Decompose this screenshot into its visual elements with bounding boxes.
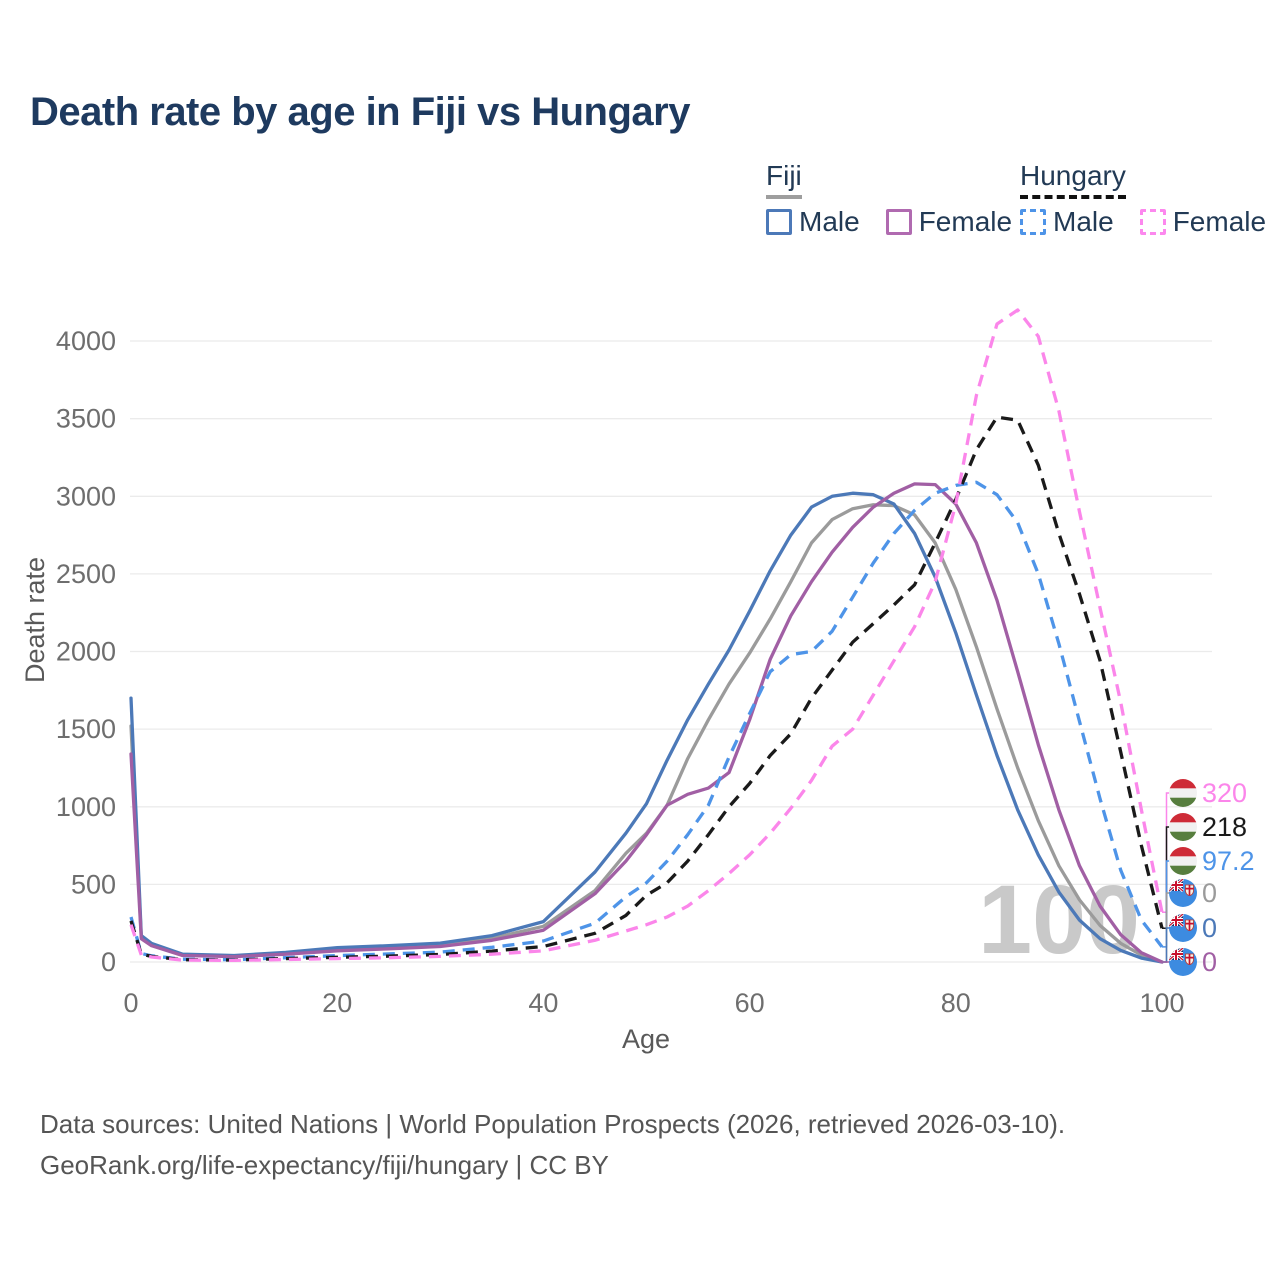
fiji-flag-icon xyxy=(1169,879,1197,907)
hungary-flag-icon xyxy=(1169,813,1197,841)
end-label-row xyxy=(1169,914,1217,942)
end-label-value: 320 xyxy=(1202,777,1248,808)
x-tick-label: 100 xyxy=(1139,988,1185,1018)
y-tick-label: 2500 xyxy=(55,558,116,589)
y-tick-label: 3500 xyxy=(55,403,116,434)
end-label-row xyxy=(1169,779,1247,807)
legend-label: Female xyxy=(1172,206,1267,237)
end-label-value: 0 xyxy=(1202,912,1218,943)
legend-label: Male xyxy=(1053,206,1114,237)
legend-fiji-header[interactable]: Fiji xyxy=(766,160,802,199)
page-title: Death rate by age in Fiji vs Hungary xyxy=(30,90,690,134)
end-label-value: 0 xyxy=(1202,877,1218,908)
y-tick-label: 500 xyxy=(70,869,116,900)
age-frame-watermark: 100 xyxy=(978,865,1140,974)
fiji-flag-icon xyxy=(1169,914,1197,942)
hungary-flag-icon xyxy=(1169,779,1197,807)
x-tick-label: 40 xyxy=(528,988,559,1018)
fiji-flag-icon xyxy=(1169,948,1197,976)
legend-label: Male xyxy=(799,206,860,237)
x-axis-title: Age xyxy=(621,1024,671,1054)
y-tick-label: 0 xyxy=(100,947,116,977)
end-label-row xyxy=(1169,948,1217,976)
y-axis-title: Death rate xyxy=(20,556,50,684)
footer-line-1: Data sources: United Nations | World Population Prospects (2026, retrieved 2026-03-10). xyxy=(40,1109,1066,1139)
footer-line-2: GeoRank.org/life-expectancy/fiji/hungary | CC BY xyxy=(40,1150,609,1180)
y-tick-label: 2000 xyxy=(55,636,116,667)
y-tick-label: 3000 xyxy=(55,481,116,512)
hungary-flag-icon xyxy=(1169,847,1197,875)
x-tick-label: 0 xyxy=(123,988,139,1018)
end-label-row xyxy=(1169,847,1255,875)
legend-hungary-header[interactable]: Hungary xyxy=(1020,160,1126,199)
end-label-value: 218 xyxy=(1202,811,1248,842)
end-label-row xyxy=(1169,879,1217,907)
x-tick-label: 60 xyxy=(734,988,765,1018)
end-label-value: 97.2 xyxy=(1202,845,1255,876)
y-tick-label: 4000 xyxy=(55,326,116,356)
end-label-row xyxy=(1169,813,1247,841)
y-tick-label: 1000 xyxy=(55,791,116,822)
x-tick-label: 80 xyxy=(940,988,971,1018)
end-label-value: 0 xyxy=(1202,946,1218,977)
legend-label: Female xyxy=(918,206,1013,237)
x-tick-label: 20 xyxy=(322,988,353,1018)
y-tick-label: 1500 xyxy=(55,714,116,745)
footer xyxy=(40,1104,1065,1186)
